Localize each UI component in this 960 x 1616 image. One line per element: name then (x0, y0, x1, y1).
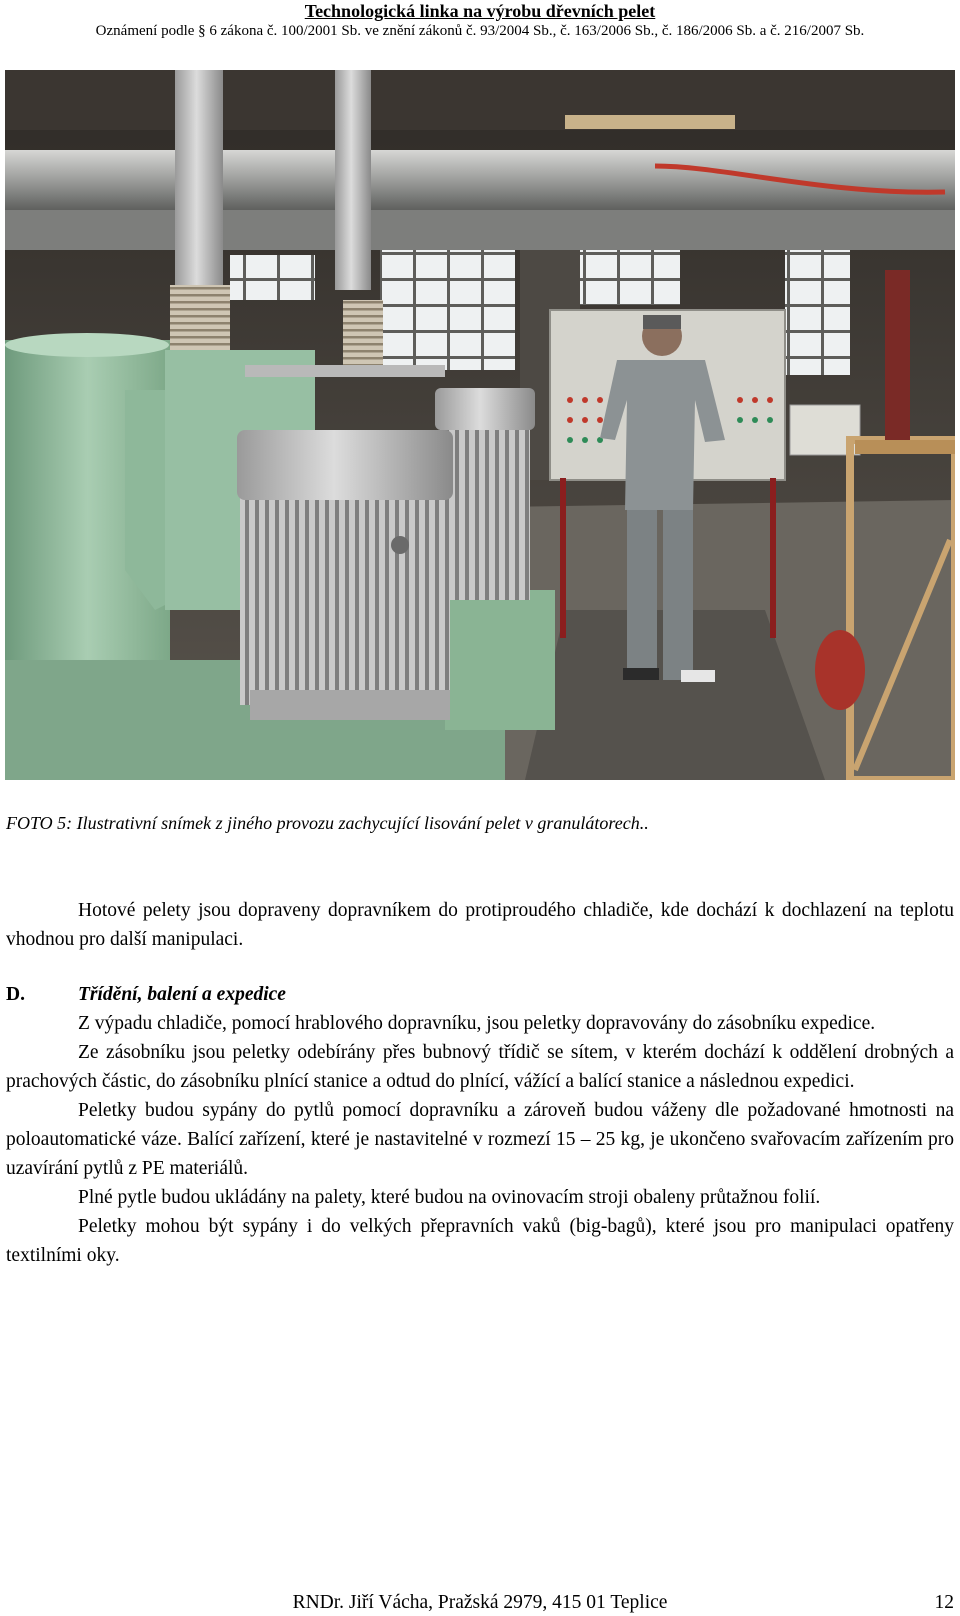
section-number: D. (6, 984, 25, 1005)
factory-photo (5, 70, 955, 780)
paragraph-conveyor: Z výpadu chladiče, pomocí hrablového dopravníku, jsou peletky dopravovány do zásobníku expedice. (78, 1013, 876, 1034)
section-title: Třídění, balení a expedice (78, 984, 286, 1005)
section-heading (6, 980, 954, 1009)
document-body (6, 896, 954, 1270)
paragraph-pallets: Plné pytle budou ukládány na palety, které budou na ovinovacím stroji obaleny průtažnou folií. (78, 1187, 821, 1208)
footer-author: RNDr. Jiří Vácha, Pražská 2979, 415 01 Teplice (292, 1592, 668, 1613)
factory-photo-illustration (5, 70, 955, 780)
page-footer (0, 1590, 960, 1616)
page-number: 12 (934, 1592, 954, 1613)
photo-caption: FOTO 5: Ilustrativní snímek z jiného provozu zachycující lisování pelet v granulátorech.. (6, 813, 649, 833)
document-subtitle: Oznámení podle § 6 zákona č. 100/2001 Sb. ve znění zákonů č. 93/2004 Sb., č. 163/2006 Sb., č. 186/2006 Sb. a č. 216/2007 Sb. (95, 23, 865, 39)
paragraph-cooling: Hotové pelety jsou dopraveny dopravníkem do protiproudého chladiče, kde dochází k dochlazení na teplotu vhodnou pro další manipulaci. (6, 900, 954, 950)
paragraph-bagging: Peletky budou sypány do pytlů pomocí dopravníku a zároveň budou váženy dle požadované hmotnosti na poloautomatické váze. Balící zařízení, které je nastavitelné v rozmezí 15 – 25 kg, je ukončeno svařovacím zařízením pro uzavírání pytlů z PE materiálů. (6, 1100, 954, 1179)
paragraph-sorting: Ze zásobníku jsou peletky odebírány přes bubnový třídič se sítem, v kterém dochází k oddělení drobných a prachových částic, do zásobníku plnící stanice a odtud do plnící, vážící a balící stanice a následnou expedici. (6, 1042, 954, 1092)
document-title: Technologická linka na výrobu dřevních pelet (304, 1, 656, 21)
paragraph-big-bags: Peletky mohou být sypány i do velkých přepravních vaků (big-bagů), které jsou pro manipulaci opatřeny textilními oky. (6, 1216, 954, 1266)
